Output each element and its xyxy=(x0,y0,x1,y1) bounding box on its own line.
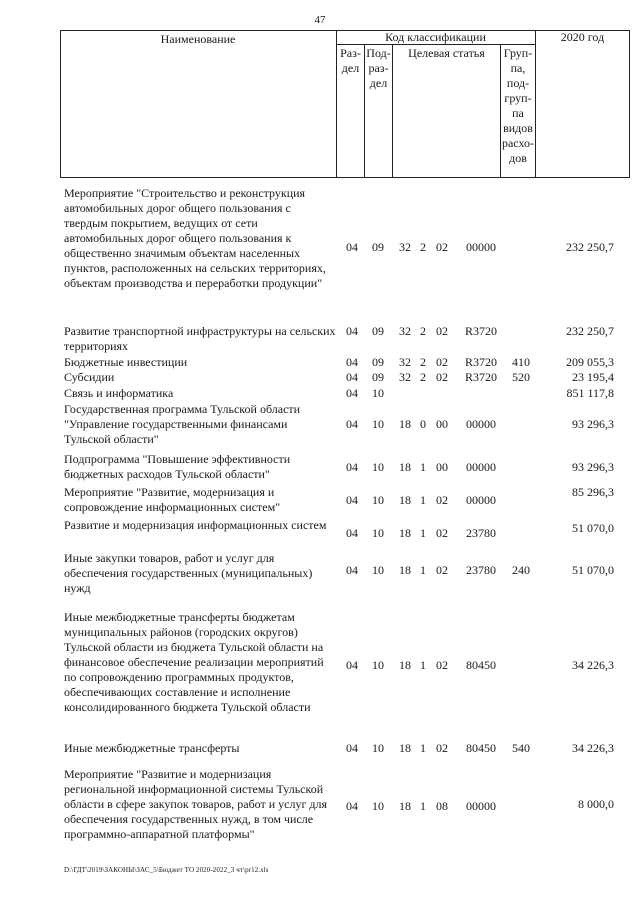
row-podrazdel: 10 xyxy=(372,658,384,672)
row-0 xyxy=(0,186,640,316)
row-amount: 8 000,0 xyxy=(578,797,614,811)
row-target-1: 32 xyxy=(399,370,411,384)
row-target-3: 02 xyxy=(436,240,448,254)
row-target-4: 00000 xyxy=(466,493,496,507)
row-target-2: 1 xyxy=(420,493,426,507)
row-podrazdel: 10 xyxy=(372,417,384,431)
row-5 xyxy=(0,402,640,450)
row-target-3: 02 xyxy=(436,658,448,672)
row-target-3: 00 xyxy=(436,417,448,431)
row-podrazdel: 10 xyxy=(372,460,384,474)
row-razdel: 04 xyxy=(346,526,358,540)
row-target-2: 2 xyxy=(420,240,426,254)
row-podrazdel: 10 xyxy=(372,563,384,577)
row-target-1: 18 xyxy=(399,526,411,540)
row-target-4: 00000 xyxy=(466,799,496,813)
row-amount: 51 070,0 xyxy=(572,521,614,535)
row-2 xyxy=(0,355,640,371)
row-podrazdel: 10 xyxy=(372,526,384,540)
divider xyxy=(392,44,393,178)
row-name: Связь и информатика xyxy=(64,386,174,400)
row-target-4: 23780 xyxy=(466,526,496,540)
row-target-4: R3720 xyxy=(464,324,497,338)
row-4 xyxy=(0,386,640,402)
row-target-1: 32 xyxy=(399,240,411,254)
row-name: Подпрограмма "Повышение эффективности бюджетных расходов Тульской области" xyxy=(64,452,291,481)
row-3 xyxy=(0,370,640,386)
row-razdel: 04 xyxy=(346,417,358,431)
row-amount: 85 296,3 xyxy=(572,485,614,499)
row-razdel: 04 xyxy=(346,386,358,400)
row-name: Субсидии xyxy=(64,370,115,384)
row-target-2: 1 xyxy=(420,460,426,474)
header-name: Наименование xyxy=(160,32,236,46)
row-razdel: 04 xyxy=(346,355,358,369)
row-12 xyxy=(0,767,640,847)
row-razdel: 04 xyxy=(346,658,358,672)
row-razdel: 04 xyxy=(346,460,358,474)
row-1 xyxy=(0,324,640,356)
row-amount: 34 226,3 xyxy=(572,658,614,672)
row-7 xyxy=(0,485,640,517)
page-number: 47 xyxy=(314,14,326,26)
row-target-4: 00000 xyxy=(466,240,496,254)
row-expense-group: 540 xyxy=(512,741,530,755)
header-razdel: Раз- дел xyxy=(340,46,361,75)
row-podrazdel: 10 xyxy=(372,741,384,755)
row-razdel: 04 xyxy=(346,324,358,338)
row-target-1: 18 xyxy=(399,563,411,577)
row-razdel: 04 xyxy=(346,240,358,254)
row-amount: 232 250,7 xyxy=(566,324,614,338)
row-target-1: 18 xyxy=(399,799,411,813)
row-podrazdel: 09 xyxy=(372,324,384,338)
row-target-2: 2 xyxy=(420,370,426,384)
row-amount: 23 195,4 xyxy=(572,370,614,384)
row-target-3: 02 xyxy=(436,493,448,507)
file-path-footer: D:\ГДТ\2019\ЗАКОНЫ\ЗАС_5\Бюджет ТО 2020-2022_3 чт\pr12.xls xyxy=(64,866,269,874)
header-podrazdel: Под- раз- дел xyxy=(366,46,391,90)
row-target-3: 02 xyxy=(436,370,448,384)
row-target-2: 1 xyxy=(420,658,426,672)
row-target-4: 00000 xyxy=(466,460,496,474)
row-name: Иные межбюджетные трансферты бюджетам муниципальных районов (городских округов) Тульской области из бюджета Тульской области на финансовое обеспечение реализации мероприятий по сопровождению программных продуктов, обеспечивающих составление и исполнение консолидированного бюджета Тульской области xyxy=(64,610,324,714)
row-target-2: 1 xyxy=(420,563,426,577)
row-name: Иные межбюджетные трансферты xyxy=(64,741,240,755)
table-header xyxy=(60,30,630,178)
row-podrazdel: 10 xyxy=(372,799,384,813)
row-amount: 93 296,3 xyxy=(572,460,614,474)
row-amount: 34 226,3 xyxy=(572,741,614,755)
row-target-2: 1 xyxy=(420,526,426,540)
row-target-3: 02 xyxy=(436,355,448,369)
row-target-3: 08 xyxy=(436,799,448,813)
header-classification: Код классификации xyxy=(385,30,486,44)
row-amount: 209 055,3 xyxy=(566,355,614,369)
row-10 xyxy=(0,610,640,736)
row-expense-group: 520 xyxy=(512,370,530,384)
row-expense-group: 240 xyxy=(512,563,530,577)
header-target: Целевая статья xyxy=(408,46,485,60)
row-name: Мероприятие "Развитие и модернизация региональной информационной системы Тульской области в сфере закупок товаров, работ и услуг для обеспечения государственных нужд, в том числе программно-аппаратной платформы" xyxy=(64,767,328,841)
row-target-1: 18 xyxy=(399,493,411,507)
row-target-4: 80450 xyxy=(466,658,496,672)
row-target-3: 02 xyxy=(436,563,448,577)
row-razdel: 04 xyxy=(346,563,358,577)
header-year: 2020 год xyxy=(560,30,605,44)
divider xyxy=(535,30,536,178)
row-target-4: R3720 xyxy=(464,370,497,384)
row-podrazdel: 09 xyxy=(372,240,384,254)
row-target-1: 18 xyxy=(399,741,411,755)
row-razdel: 04 xyxy=(346,741,358,755)
row-target-2: 2 xyxy=(420,324,426,338)
row-name: Государственная программа Тульской области "Управление государственными финансами Тульской области" xyxy=(64,402,301,446)
row-target-4: 00000 xyxy=(466,417,496,431)
row-podrazdel: 09 xyxy=(372,370,384,384)
row-target-2: 2 xyxy=(420,355,426,369)
row-target-2: 1 xyxy=(420,741,426,755)
row-9 xyxy=(0,551,640,599)
row-amount: 93 296,3 xyxy=(572,417,614,431)
row-podrazdel: 10 xyxy=(372,493,384,507)
row-name: Бюджетные инвестиции xyxy=(64,355,188,369)
row-target-4: 80450 xyxy=(466,741,496,755)
row-razdel: 04 xyxy=(346,493,358,507)
row-name: Мероприятие "Развитие, модернизация и сопровождение информационных систем" xyxy=(64,485,281,514)
row-name: Развитие транспортной инфраструктуры на сельских территориях xyxy=(64,324,336,353)
row-amount: 51 070,0 xyxy=(572,563,614,577)
row-razdel: 04 xyxy=(346,799,358,813)
row-name: Развитие и модернизация информационных систем xyxy=(64,518,327,532)
row-target-3: 02 xyxy=(436,741,448,755)
row-6 xyxy=(0,452,640,484)
row-target-4: 23780 xyxy=(466,563,496,577)
row-target-1: 32 xyxy=(399,324,411,338)
row-razdel: 04 xyxy=(346,370,358,384)
row-target-2: 1 xyxy=(420,799,426,813)
row-target-2: 0 xyxy=(420,417,426,431)
row-11 xyxy=(0,741,640,757)
row-target-3: 02 xyxy=(436,324,448,338)
row-name: Иные закупки товаров, работ и услуг для обеспечения государственных (муниципальных) нужд xyxy=(64,551,313,595)
row-target-3: 02 xyxy=(436,526,448,540)
row-8 xyxy=(0,518,640,550)
row-target-1: 18 xyxy=(399,417,411,431)
row-target-3: 00 xyxy=(436,460,448,474)
row-target-1: 18 xyxy=(399,658,411,672)
row-podrazdel: 09 xyxy=(372,355,384,369)
row-amount: 232 250,7 xyxy=(566,240,614,254)
row-name: Мероприятие "Строительство и реконструкция автомобильных дорог общего пользования с твердым покрытием, ведущих от сети автомобильных дорог общего пользования к общественно значимым объектам населенных пунктов, расположенных на сельских территориях, объектам производства и переработки продукции" xyxy=(64,186,326,290)
row-target-4: R3720 xyxy=(464,355,497,369)
row-expense-group: 410 xyxy=(512,355,530,369)
row-target-1: 32 xyxy=(399,355,411,369)
row-podrazdel: 10 xyxy=(372,386,384,400)
row-target-1: 18 xyxy=(399,460,411,474)
header-group: Груп- па, под- груп- па видов расхо- дов xyxy=(501,46,535,165)
row-amount: 851 117,8 xyxy=(566,386,614,400)
